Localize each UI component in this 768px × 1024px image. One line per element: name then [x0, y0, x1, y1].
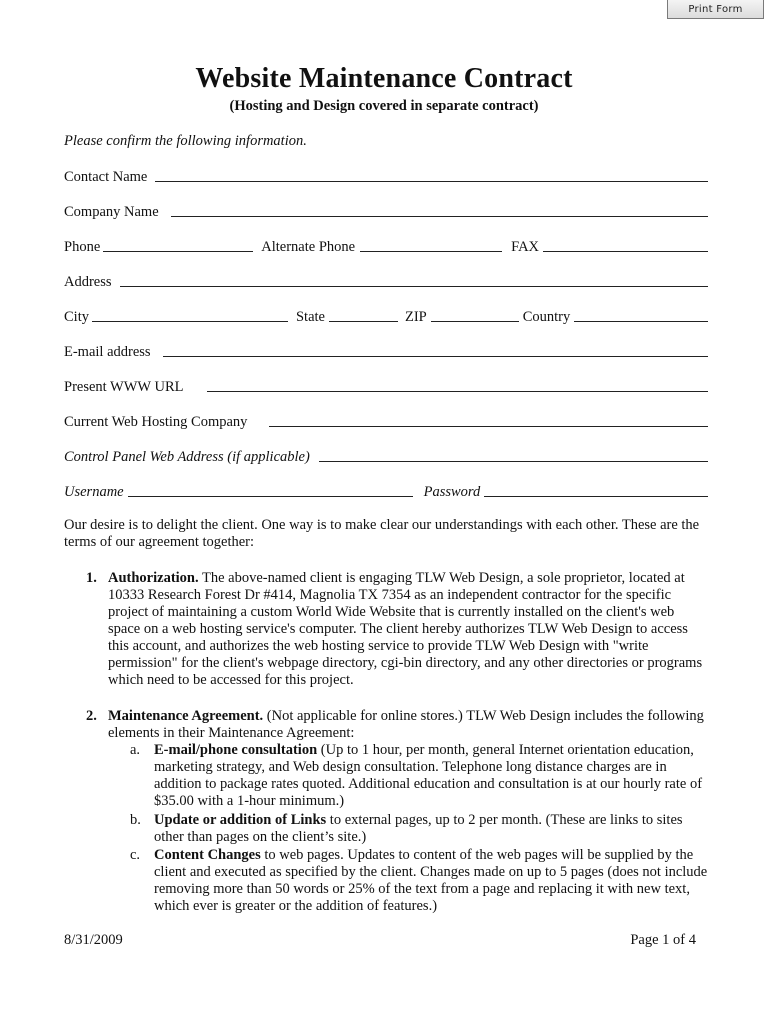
www-url-row	[64, 376, 708, 396]
subclause-letter: a.	[130, 742, 141, 758]
address-label: Address	[64, 274, 112, 290]
subclause-consultation	[130, 742, 710, 810]
fax-field[interactable]	[543, 251, 708, 252]
city-label: City	[64, 309, 89, 325]
www-url-field[interactable]	[207, 391, 708, 392]
country-label: Country	[522, 309, 571, 325]
control-panel-field[interactable]	[319, 461, 708, 462]
email-label: E-mail address	[64, 344, 151, 360]
alt-phone-field[interactable]	[360, 251, 502, 252]
subclause-letter: b.	[130, 812, 141, 828]
intro-text: Please confirm the following information.	[64, 133, 307, 149]
hosting-company-field[interactable]	[269, 426, 708, 427]
clause-authorization	[86, 570, 710, 689]
footer-date: 8/31/2009	[64, 932, 123, 948]
city-field[interactable]	[92, 321, 288, 322]
credentials-row	[64, 481, 708, 501]
footer-page-number: Page 1 of 4	[630, 932, 696, 948]
subclause-content-changes	[130, 847, 710, 915]
www-url-label: Present WWW URL	[64, 379, 184, 395]
password-label: Password	[423, 484, 481, 500]
company-name-label: Company Name	[64, 204, 159, 220]
address-field[interactable]	[120, 286, 708, 287]
alt-phone-label: Alternate Phone	[261, 239, 356, 255]
subclause-heading: Content Changes	[154, 847, 261, 863]
subclause-letter: c.	[130, 847, 141, 863]
subclause-heading: E-mail/phone consultation	[154, 742, 318, 758]
control-panel-row	[64, 446, 708, 466]
company-name-row	[64, 201, 708, 221]
city-row	[64, 306, 708, 326]
state-field[interactable]	[329, 321, 398, 322]
clause-number: 1.	[86, 570, 97, 586]
email-row	[64, 341, 708, 361]
clause-heading: Maintenance Agreement.	[108, 708, 264, 724]
control-panel-label: Control Panel Web Address (if applicable)	[64, 449, 310, 465]
password-field[interactable]	[484, 496, 708, 497]
fax-label: FAX	[511, 239, 540, 255]
document-subtitle: (Hosting and Design covered in separate contract)	[229, 98, 539, 114]
phone-label: Phone	[64, 239, 101, 255]
print-form-button[interactable]: Print Form	[667, 0, 764, 19]
phone-field[interactable]	[103, 251, 253, 252]
email-field[interactable]	[163, 356, 708, 357]
subclause-text: to external pages, up to 2 per month. (These are links to sites other than pages on the client’s site.)	[154, 812, 683, 845]
subclause-text: to web pages. Updates to content of the web pages will be supplied by the client and executed as specified by the client. Changes made on up to 5 pages (does not include removing more than 50 words or 25% of the text from a page and replacing it with new text, which ever is greater or the addition of features.)	[154, 847, 708, 914]
document-title: Website Maintenance Contract	[195, 63, 573, 94]
hosting-company-row	[64, 411, 708, 431]
state-label: State	[295, 309, 325, 325]
username-label: Username	[64, 484, 124, 500]
hosting-company-label: Current Web Hosting Company	[64, 414, 248, 430]
username-field[interactable]	[128, 496, 413, 497]
clause-text: (Not applicable for online stores.) TLW Web Design includes the following elements in their Maintenance Agreement:	[108, 708, 704, 741]
subclause-heading: Update or addition of Links	[154, 812, 327, 828]
contact-name-row	[64, 166, 708, 186]
zip-field[interactable]	[431, 321, 519, 322]
zip-label: ZIP	[404, 309, 427, 325]
subclause-text: (Up to 1 hour, per month, general Internet orientation education, marketing strategy, and Web design consultation. Telephone long distance charges are in addition to package rates quoted. Additional education and consultation is at our hourly rate of $35.00 with a 1-hour minimum.)	[154, 742, 703, 809]
phone-row	[64, 236, 708, 256]
contact-name-field[interactable]	[155, 181, 708, 182]
clause-text: The above-named client is engaging TLW Web Design, a sole proprietor, located at 10333 Research Forest Dr #414, Magnolia TX 7354 as an independent contractor for the specific project of maintaining a custom World Wide Website that is currently installed on the client's web space on a web hosting service's computer. The client hereby authorizes TLW Web Design to access this account, and authorizes the web hosting service to provide TLW Web Design with "write permission" for the client's webpage directory, cgi-bin directory, and any other directories or programs which need to be accessed for this project.	[108, 570, 703, 688]
contact-name-label: Contact Name	[64, 169, 148, 185]
clause-maintenance-agreement	[86, 708, 710, 742]
country-field[interactable]	[574, 321, 708, 322]
company-name-field[interactable]	[171, 216, 708, 217]
intro-paragraph: Our desire is to delight the client. One way is to make clear our understandings with each other. These are the terms of our agreement together:	[64, 517, 700, 550]
subclause-links	[130, 812, 710, 846]
clause-heading: Authorization.	[108, 570, 199, 586]
clause-number: 2.	[86, 708, 97, 724]
address-row	[64, 271, 708, 291]
